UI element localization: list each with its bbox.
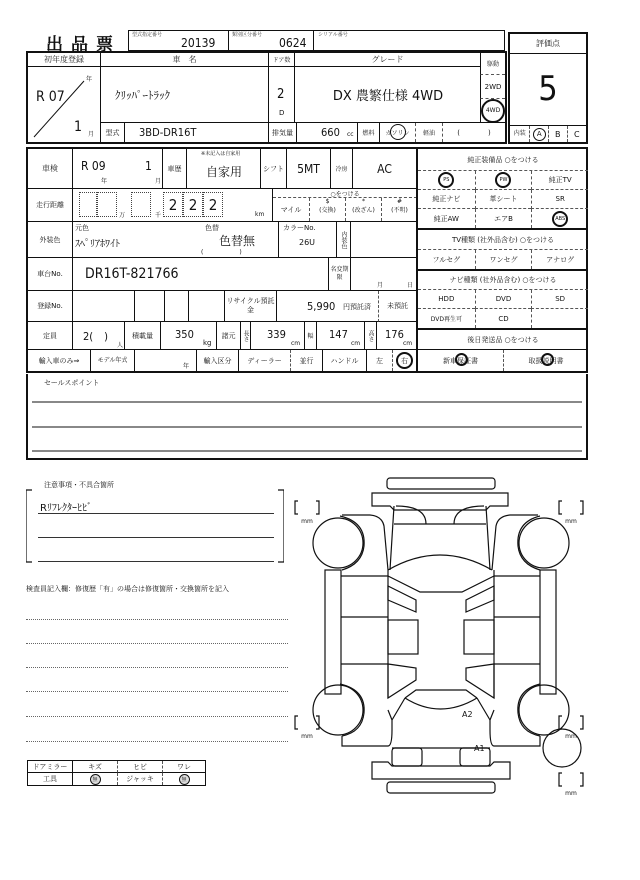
mileage-option-unknown[interactable]: # (不明) [381, 198, 417, 221]
navi-title: ナビ種類 (社外品含む) ○をつける [418, 269, 588, 290]
mirror-crack[interactable]: ヒビ [117, 761, 162, 773]
category-box [228, 30, 314, 51]
later-warranty-circle [455, 353, 468, 366]
mileage-digit-4: 2 [163, 192, 183, 217]
height-value: 176 [385, 328, 404, 341]
tv-title: TV種類 (社外品含む) ○をつける [418, 228, 588, 250]
chassis-cell [72, 258, 328, 291]
serial-box [313, 30, 505, 51]
drive-option-4wd[interactable]: 4WD [481, 99, 505, 123]
tools-label: 工具 [43, 775, 57, 783]
length-label: 長さ [240, 322, 250, 350]
grade-label: グレード [294, 53, 480, 67]
doors-value: 2 [277, 87, 285, 102]
sales-point-box [26, 374, 588, 460]
damage-mark-a2: A2 [462, 710, 473, 719]
vehicle-info-block [26, 51, 507, 144]
tools-none[interactable]: 無 [90, 774, 101, 785]
equipment-grid [418, 171, 588, 228]
later-grid [418, 350, 588, 371]
capacity-label: 定員 [28, 322, 72, 350]
length-unit: cm [291, 340, 301, 347]
history-note: ※未記入は自家用 [201, 151, 241, 157]
equip-genuine-navi[interactable]: 純正ナビ [418, 190, 475, 209]
history-label: 車歴 [162, 149, 186, 189]
color-no-label: カラーNo. [283, 224, 316, 232]
inspector-line-4[interactable] [26, 691, 288, 692]
model-year-unit: 年 [183, 363, 190, 370]
jack-none[interactable]: 無 [179, 774, 190, 785]
interior-color-value [350, 222, 416, 258]
type-designation-no: 20139 [181, 36, 216, 50]
first-reg-year: R 07 [36, 89, 65, 105]
equipment-panel [416, 149, 586, 371]
notes-line-2[interactable] [38, 537, 274, 538]
equip-sunroof[interactable]: SR [531, 190, 588, 209]
tire-unit-rr: mm [565, 733, 577, 740]
fuel-label: 燃料 [357, 123, 379, 142]
name-change-day: 日 [407, 282, 414, 289]
doors-unit: D [279, 109, 285, 117]
km-unit: km [255, 211, 265, 218]
history-cell [186, 149, 260, 189]
mileage-digit-6: 2 [203, 192, 223, 217]
handle-left-option[interactable]: 左 [366, 350, 392, 371]
drive-label: 駆動 [480, 53, 505, 75]
later-manual[interactable]: 取扱説明書 [503, 350, 588, 371]
later-manual-circle [541, 353, 554, 366]
damage-mark-a1: A1 [474, 744, 485, 753]
tire-unit-fl: mm [301, 518, 313, 525]
width-value: 147 [329, 328, 348, 341]
notes-box [26, 480, 284, 568]
inspector-label: 検査員記入欄：修復歴「有」の場合は修復箇所・交換箇所を記入 [26, 585, 229, 593]
tire-unit-rl: mm [301, 733, 313, 740]
inspector-line-1[interactable] [26, 619, 288, 620]
mileage-digit-1 [79, 192, 97, 217]
original-color-value: ｽﾍﾟﾘｱﾎﾜｲﾄ [75, 239, 120, 250]
color-label: 外装色 [28, 222, 72, 258]
navi-cd[interactable]: CD [475, 309, 532, 328]
navi-grid [418, 290, 588, 328]
inspector-line-2[interactable] [26, 643, 288, 644]
type-designation-label: 型式指定番号 [132, 32, 163, 38]
car-name-cell [100, 67, 268, 123]
interior-option-c[interactable]: C [567, 126, 587, 142]
handle-label: ハンドル [322, 350, 366, 371]
fuel-selected-circle [390, 124, 406, 140]
mileage-option-exchanged[interactable]: $ (交換) [309, 198, 345, 221]
notes-label: 注意事項・不具合箇所 [44, 481, 114, 489]
displacement-label: 排気量 [268, 123, 296, 142]
reg-no-label: 登録No. [28, 291, 72, 322]
jack-label: ジャッキ [117, 773, 162, 785]
reg-no-cell-4 [188, 291, 224, 322]
spec-label: 諸元 [216, 322, 240, 350]
truck-outline-icon [290, 470, 600, 810]
color-no-value: 26U [299, 238, 316, 247]
sales-point-line-3[interactable] [32, 450, 582, 452]
car-name-value: ｸﾘｯﾊﾟｰﾄﾗｯｸ [115, 89, 170, 102]
equip-ps[interactable]: PS [438, 172, 454, 188]
drive-option-2wd[interactable]: 2WD [480, 75, 505, 99]
mileage-mark-note: ○をつける [273, 189, 417, 198]
score-box [508, 32, 588, 144]
height-label: 高さ [364, 322, 376, 350]
navi-dvd-playback[interactable]: DVD再生可 [430, 316, 462, 323]
mileage-label: 走行距離 [28, 189, 72, 222]
first-reg-month: 1 [74, 119, 83, 135]
mileage-digit-2 [97, 192, 117, 217]
score-label: 評価点 [510, 34, 586, 54]
reg-no-cell-2 [134, 291, 164, 322]
capacity-value: 2( ) [83, 330, 109, 343]
inspection-cell [72, 149, 162, 189]
serial-label: シリアル番号 [318, 32, 348, 38]
inspector-line-6[interactable] [26, 741, 288, 742]
load-unit: kg [203, 339, 212, 347]
tv-one-seg[interactable]: ワンセグ [475, 250, 532, 269]
color-change-paren: ( ) [201, 249, 242, 256]
tv-full-seg[interactable]: フルセグ [432, 255, 461, 264]
equip-genuine-tv[interactable]: 純正TV [531, 171, 588, 190]
width-label: 幅 [304, 322, 316, 350]
handle-right-option[interactable]: 右 [396, 352, 413, 369]
navi-dvd[interactable]: DVD [475, 290, 532, 309]
import-dealer-option[interactable]: ディーラー [238, 350, 290, 371]
mileage-option-tampered[interactable]: * (改ざん) [345, 198, 381, 221]
navi-hdd[interactable]: HDD [418, 290, 475, 309]
ac-value: AC [352, 149, 416, 189]
load-cell [160, 322, 216, 350]
width-unit: cm [351, 340, 361, 347]
tire-unit-spare: mm [565, 790, 577, 797]
mileage-digit-3 [131, 192, 151, 217]
first-reg-label: 初年度登録 [28, 53, 100, 67]
mileage-option-mile[interactable]: マイル [280, 205, 302, 214]
equip-leather-seat[interactable]: 革シート [475, 190, 532, 209]
first-reg-cell [28, 67, 100, 142]
category-no: 0624 [279, 36, 307, 50]
equip-abs[interactable]: ABS [552, 211, 568, 227]
doors-label: ドア数 [268, 53, 294, 67]
car-diagram [290, 470, 600, 810]
model-year-cell [134, 350, 196, 371]
tire-depth-rear-left[interactable] [294, 715, 320, 741]
interior-grade-row [510, 125, 586, 142]
inspection-label: 車検 [28, 149, 72, 189]
recycle-amount-cell [276, 291, 378, 322]
tire-depth-front-left[interactable] [294, 500, 320, 526]
man-unit: 万 [119, 212, 126, 219]
color-no-cell [278, 222, 336, 258]
sheet-title: 出品票 [46, 35, 121, 55]
name-change-month: 月 [377, 282, 384, 289]
inspector-line-5[interactable] [26, 716, 288, 717]
ac-label: 冷房 [330, 149, 352, 189]
tire-depth-front-right[interactable] [558, 500, 584, 526]
mileage-digit-5: 2 [183, 192, 203, 217]
equip-airbag[interactable]: エアB [475, 209, 532, 228]
type-designation-box [128, 30, 229, 51]
tv-analog[interactable]: アナログ [531, 250, 588, 269]
import-label: 輸入車のみ⇒ [38, 356, 80, 365]
interior-color-label: 内装色 [336, 222, 350, 258]
mirror-scratch[interactable]: キズ [72, 761, 117, 773]
navi-empty [531, 309, 588, 328]
tire-depth-rear-right[interactable] [558, 715, 584, 741]
sen-unit: 千 [155, 212, 162, 219]
navi-sd[interactable]: SD [531, 290, 588, 309]
model-value: 3BD-DR16T [139, 126, 197, 139]
displacement-value: 660 [321, 126, 340, 139]
inspection-year-unit: 年 [101, 178, 108, 185]
sales-point-line-2[interactable] [32, 426, 582, 428]
height-unit: cm [403, 340, 413, 347]
first-reg-year-unit: 年 [86, 76, 93, 83]
history-value: 自家用 [205, 165, 242, 179]
original-color-label: 元色 [75, 224, 89, 232]
car-name-label: 車 名 [100, 53, 268, 67]
import-parallel-option[interactable]: 並行 [290, 350, 322, 371]
category-label: 類別区分番号 [232, 32, 263, 38]
chassis-label: 車台No. [28, 258, 72, 291]
color-cell [72, 222, 278, 258]
capacity-cell [72, 322, 124, 350]
length-cell [250, 322, 304, 350]
equip-genuine-aw[interactable]: 純正AW [433, 214, 459, 223]
equipment-title: 純正装備品 ○をつける [418, 149, 588, 171]
name-change-label: 名変期限 [328, 258, 350, 291]
door-mirror-label: ドアミラー [28, 761, 72, 773]
sales-point-line-1[interactable] [32, 401, 582, 403]
color-change-value: 色替無 [219, 234, 256, 248]
interior-option-b[interactable]: B [548, 126, 567, 142]
import-type-label: 輸入区分 [196, 350, 238, 371]
recycle-label: リサイクル預託金 [224, 291, 276, 322]
sales-point-label: セールスポイント [44, 379, 100, 387]
grade-value: DX 農繁仕様 4WD [332, 89, 444, 104]
doors-cell [268, 67, 294, 123]
inspection-month: 1 [145, 159, 152, 173]
details-block [26, 147, 588, 373]
inspection-year: R 09 [81, 159, 106, 173]
model-year-label: モデル年式 [90, 350, 134, 371]
mileage-marks [272, 189, 416, 222]
load-value: 350 [175, 328, 194, 341]
displacement-unit: cc [347, 131, 354, 138]
capacity-unit: 人 [117, 342, 124, 349]
equip-pw[interactable]: PW [495, 172, 511, 188]
displacement-cell [296, 123, 357, 142]
name-change-cell [350, 258, 416, 291]
shift-label: シフト [260, 149, 286, 189]
tv-grid [418, 250, 588, 269]
fuel-option-gasoline[interactable]: ガソリン [379, 123, 415, 142]
model-label: 型式 [100, 123, 124, 142]
interior-option-a[interactable]: A [533, 128, 546, 141]
grade-cell [294, 67, 480, 123]
mirror-broken[interactable]: ワレ [162, 761, 205, 773]
color-change-label: 色替 [205, 224, 219, 232]
mirror-tools-table [27, 760, 206, 786]
later-title: 後日発送品 ○をつける [418, 328, 588, 350]
notes-line-1[interactable] [38, 513, 274, 514]
inspector-line-3[interactable] [26, 667, 288, 668]
mileage-digits [72, 189, 272, 222]
fuel-option-other[interactable]: ( ) [442, 123, 505, 142]
recycle-amount: 5,990 [307, 300, 336, 313]
reg-no-cell-1 [72, 291, 134, 322]
reg-no-cell-3 [164, 291, 188, 322]
width-cell [316, 322, 364, 350]
fuel-option-diesel[interactable]: 軽油 [415, 123, 442, 142]
length-value: 339 [267, 328, 286, 341]
tire-depth-spare[interactable] [558, 772, 584, 798]
recycle-not-deposited[interactable]: 未預託 [378, 291, 416, 322]
later-warranty[interactable]: 新車保証書 [418, 350, 503, 371]
shift-value: 5MT [286, 149, 330, 189]
notes-line-1-text: Rﾘﾌﾚｸﾀｰﾋﾋﾞ [40, 503, 92, 514]
first-reg-month-unit: 月 [88, 131, 95, 138]
notes-line-3[interactable] [38, 561, 274, 562]
tire-unit-fr: mm [565, 518, 577, 525]
interior-label: 内装 [513, 130, 526, 137]
score-value: 5 [538, 69, 558, 109]
recycle-status: 円預託済 [343, 303, 371, 311]
chassis-value: DR16T-821766 [85, 266, 179, 282]
height-cell [376, 322, 416, 350]
load-label: 積載量 [124, 322, 160, 350]
model-cell [124, 123, 268, 142]
inspection-month-unit: 月 [155, 178, 162, 185]
